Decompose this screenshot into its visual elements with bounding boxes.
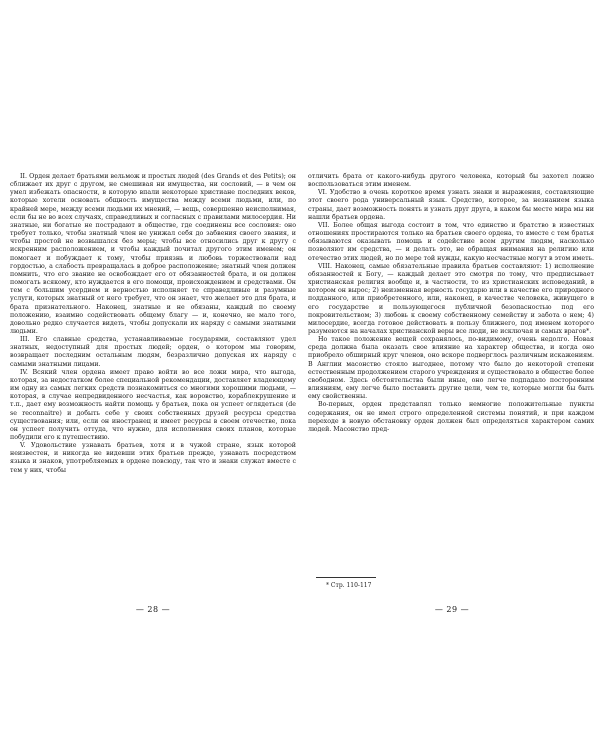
paragraph: VII. Более общая выгода состоит в том, что единство и братство в известных отношениях простираются только на братьев своего ордена, то вместе с тем братья обязываются оказывать помощь и содействие всем другим людям, насколько позволяют им средства, — и делать это, не обращая внимания на религию или отечество этих людей, но по мере той нужды, какую несчастные могут в этом иметь. <box>308 221 594 262</box>
paragraph: Во-первых, орден представлял только немногие положительные пункты содержания, он не имел строго определенной системы понятий, и при каждом переходе в новую обстановку орден должен был определяться характером самих людей. Масонство пред- <box>308 401 594 433</box>
left-page-number: — 28 — <box>135 605 171 614</box>
paragraph: V. Удовольствие узнавать братьев, хотя и в чужой стране, язык которой неизвестен, и никогда не видевши этих братьев прежде, узнавать посредством языка и знаков, употребляемых в ордене повсюду, так что и знаки служат вместе с тем у них, чтобы <box>10 442 296 474</box>
right-page-text <box>308 173 594 434</box>
paragraph: VIII. Наконец, самые обязательные правила братьев составляют: 1) исполнение обязанностей к Богу, — каждый делает это смотря по тому, что предписывает христианская религия вообще и, в частности, то из христианских исповеданий, в котором он вырос; 2) неизменная верность государю или в качестве его природного подданного, или приобретенного, или, наконец, в качестве человека, живущего в его государстве и пользующегося публичной безопасностью под его покровительством; 3) любовь к своему собственному семейству и забота о нем; 4) милосердие, всегда готовое действовать в пользу ближнего, под именем которого разумеются на началах христианской веры все люди, не исключая и самых врагов*. <box>308 262 594 335</box>
paragraph: Но такое положение вещей сохранялось, по-видимому, очень недолго. Новая среда должна была оказать свое влияние на характер общества, и когда оно приобрело обширный круг членов, оно вскоре подверглось различным искажениям. В Англии масонство стояло выгоднее, потому что было до некоторой степени естественным продолжением старого учреждения и существовало в обществе более свободном. Здесь обстоятельства были иные, оно легче подпадало посторонним влияниям, ему легче было поставить другие цели, чем те, которые могли бы быть ему свойственны. <box>308 336 594 401</box>
footnote-divider <box>316 577 376 578</box>
paragraph: IV. Всякий член ордена имеет право войти во все ложи мира, что выгода, которая, за недостатком более специальной рекомендации, доставляет владеющему им одну из самых легких средств познакомиться со многими хорошими людьми, — которая, в случае непредвиденного несчастья, как воровство, кораблекрушение и т.п., дает ему возможность найти помощь у братьев, пока он успеет оглядеться (de se reconnaitre) и добыть себе у своих собственных друзей ресурсы средства существования; или, если он иностранец и имеет ресурсы в своем отечестве, пока он успеет получить оттуда, что нужно, для исполнения своих планов, которые побудили его к путешествию. <box>10 368 296 441</box>
footnote: * Стр. 110-117 <box>326 582 372 589</box>
left-page-text <box>10 173 296 475</box>
paragraph-continuation: отличить брата от какого-нибудь другого человека, который бы захотел ложно воспользоваться этим именем. <box>308 173 594 189</box>
paragraph: II. Орден делает братьями вельмож и простых людей (des Grands et des Petits); он сближает их друг с другом, не смешивая ни имущества, ни сословий, — в чем он умел избежать опасности, в которую впали некоторые христиане последних веков, которые хотели основать общность имущества между всеми людьми, или, по крайней мере, между всеми людьми их мнений, — вещь, совершенно неисполнимая, если бы не во всех случаях, справедливых и согласных с правилами милосердия. Ни знатные, ни богатые не пострадают в обществе, где соединены все сословия: оно требует только, чтобы знатный член не унижал себя до забвения своего звания, и чтобы простой не возвышался без меры; чтобы все относились друг к другу с искренним расположением, и чтобы каждый почитал другого этим именем; он помогает и побуждает к тому, чтобы приязнь и любовь торжествовали над гордостью, а слабость превращалась в доброе расположение; знатный член должен помнить, что его звание не освобождает его от обязанностей брата, и он должен помогать всякому, кто нуждается в его помощи, происхождением и средствами. Он тем с большим усердием и верностью исполняет те справедливые и разумные услуги, которых знатный от него требует, что он знает, что желает это для брата, и брата признательного. Наконец, знатные и не обязаны, каждый по своему положению, взаимно содействовать общему благу — и, конечно, не мало того, довольно редко случается видеть, чтобы допускали их наряду с самыми знатными людьми. <box>10 173 296 335</box>
paragraph: III. Его славные средства, устанавливаемые государями, составляют удел знатных, недоступный для простых людей; орден, о котором мы говорим, возвращает последним остальным людям, безразлично допуская их наряду с самыми знатными лицами. <box>10 336 296 368</box>
paragraph: VI. Удобство в очень короткое время узнать знаки и выражения, составляющие этот своего рода универсальный язык. Средство, которое, за незнанием языка страны, дает возможность понять и узнать друг друга, в каком бы месте мира мы ни нашли братьев ордена. <box>308 189 594 221</box>
right-page-number: — 29 — <box>434 605 470 614</box>
